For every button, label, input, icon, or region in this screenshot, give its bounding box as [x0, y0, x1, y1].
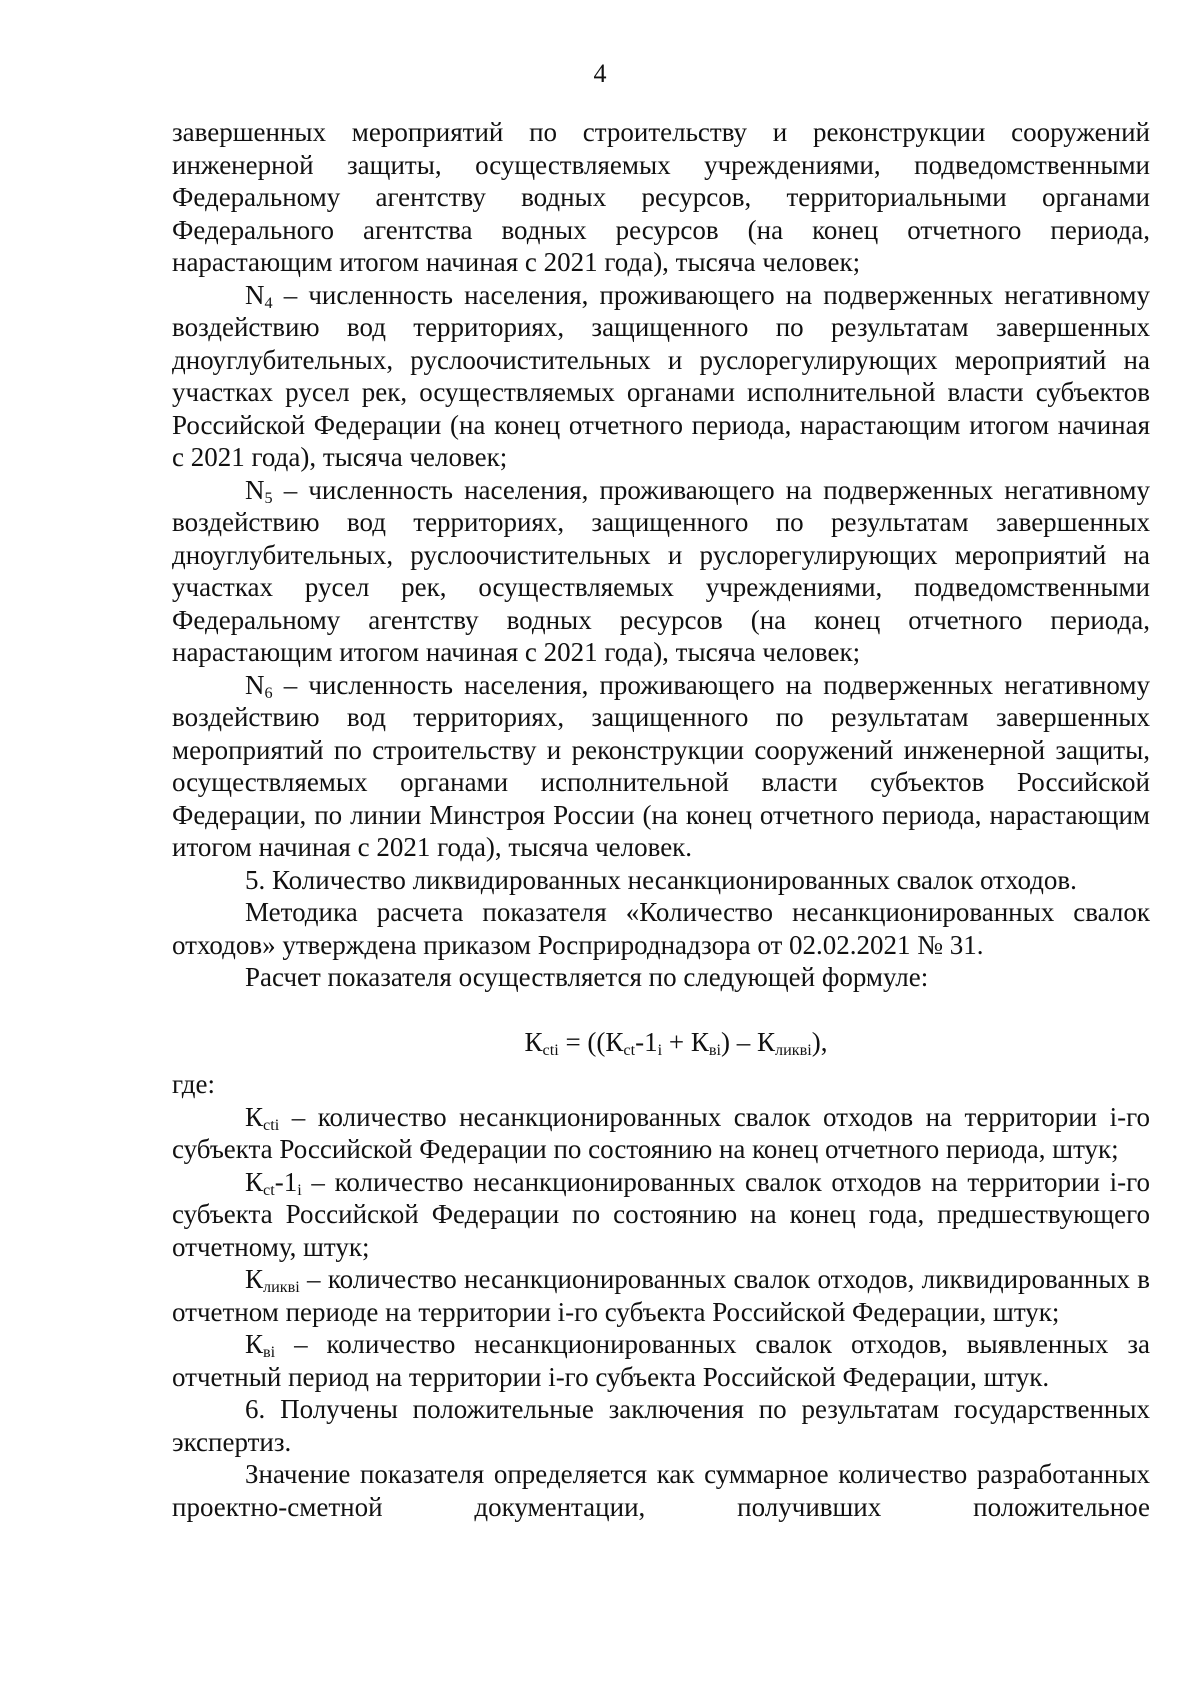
- calculation-intro: Расчет показателя осуществляется по следующей формуле:: [245, 962, 929, 992]
- methodology-paragraph: Методика расчета показателя «Количество несанкционированных свалок отходов» утверждена приказом Росприроднадзора от 02.02.2021 № 31.: [172, 897, 1150, 960]
- definition-n4: $N_4$ – численность населения, проживающего на подверженных негативному воздействию вод территориях, защищенного по результатам завершенных дноуглубительных, руслоочистительных и руслорегулирующих мероприятий на участках русел рек, осуществляемых органами исполнительной власти субъектов Российской Федерации (на конец отчетного периода, нарастающим итогом начиная с 2021 года), тысяча человек;: [172, 279, 1150, 472]
- document-body: [172, 116, 1150, 1523]
- where-label: где:: [172, 1069, 215, 1099]
- formula: $К_{cti} = ((К_{ct}-1_i + К_{вi}) - К_{ликвi})$,: [524, 1026, 828, 1059]
- page-number: 4: [593, 59, 607, 88]
- paragraph-continuation: завершенных мероприятий по строительству и реконструкции сооружений инженерной защиты, осуществляемых учреждениями, подведомственными Федеральному агентству водных ресурсов, территориальными органами Федерального агентства водных ресурсов (на конец отчетного периода, нарастающим итогом начиная с 2021 года), тысяча человек;: [172, 117, 1150, 277]
- definition-k-ct-1i: $К_{ct}-1_i$ – количество несанкционированных свалок отходов на территории i-го субъекта Российской Федерации по состоянию на конец года, предшествующего отчетному, штук;: [172, 1166, 1150, 1262]
- definition-k-vi: $К_{вi}$ – количество несанкционированных свалок отходов, выявленных за отчетный период на территории i-го субъекта Российской Федерации, штук.: [172, 1329, 1150, 1392]
- definition-k-cti: $К_{cti}$ – количество несанкционированных свалок отходов на территории i-го субъекта Российской Федерации по состоянию на конец отчетного периода, штук;: [172, 1101, 1150, 1164]
- definition-n5: $N_5$ – численность населения, проживающего на подверженных негативному воздействию вод территориях, защищенного по результатам завершенных дноуглубительных, руслоочистительных и руслорегулирующих мероприятий на участках русел рек, осуществляемых учреждениями, подведомственными Федеральному агентству водных ресурсов (на конец отчетного периода, нарастающим итогом начиная с 2021 года), тысяча человек;: [172, 474, 1150, 667]
- indicator-value-paragraph: Значение показателя определяется как суммарное количество разработанных проектно-сметной документации, получивших положительное: [172, 1459, 1150, 1522]
- definition-k-likvi: $К_{ликвi}$ – количество несанкционированных свалок отходов, ликвидированных в отчетном периоде на территории i-го субъекта Российской Федерации, штук;: [172, 1264, 1150, 1327]
- section-5-heading: 5. Количество ликвидированных несанкционированных свалок отходов.: [245, 864, 1077, 895]
- definition-n6: $N_6$ – численность населения, проживающего на подверженных негативному воздействию вод территориях, защищенного по результатам завершенных мероприятий по строительству и реконструкции сооружений инженерной защиты, осуществляемых органами исполнительной власти субъектов Российской Федерации, по линии Минстроя России (на конец отчетного периода, нарастающим итогом начиная с 2021 года), тысяча человек.: [172, 669, 1150, 862]
- section-6-heading: 6. Получены положительные заключения по результатам государственных экспертиз.: [172, 1394, 1150, 1457]
